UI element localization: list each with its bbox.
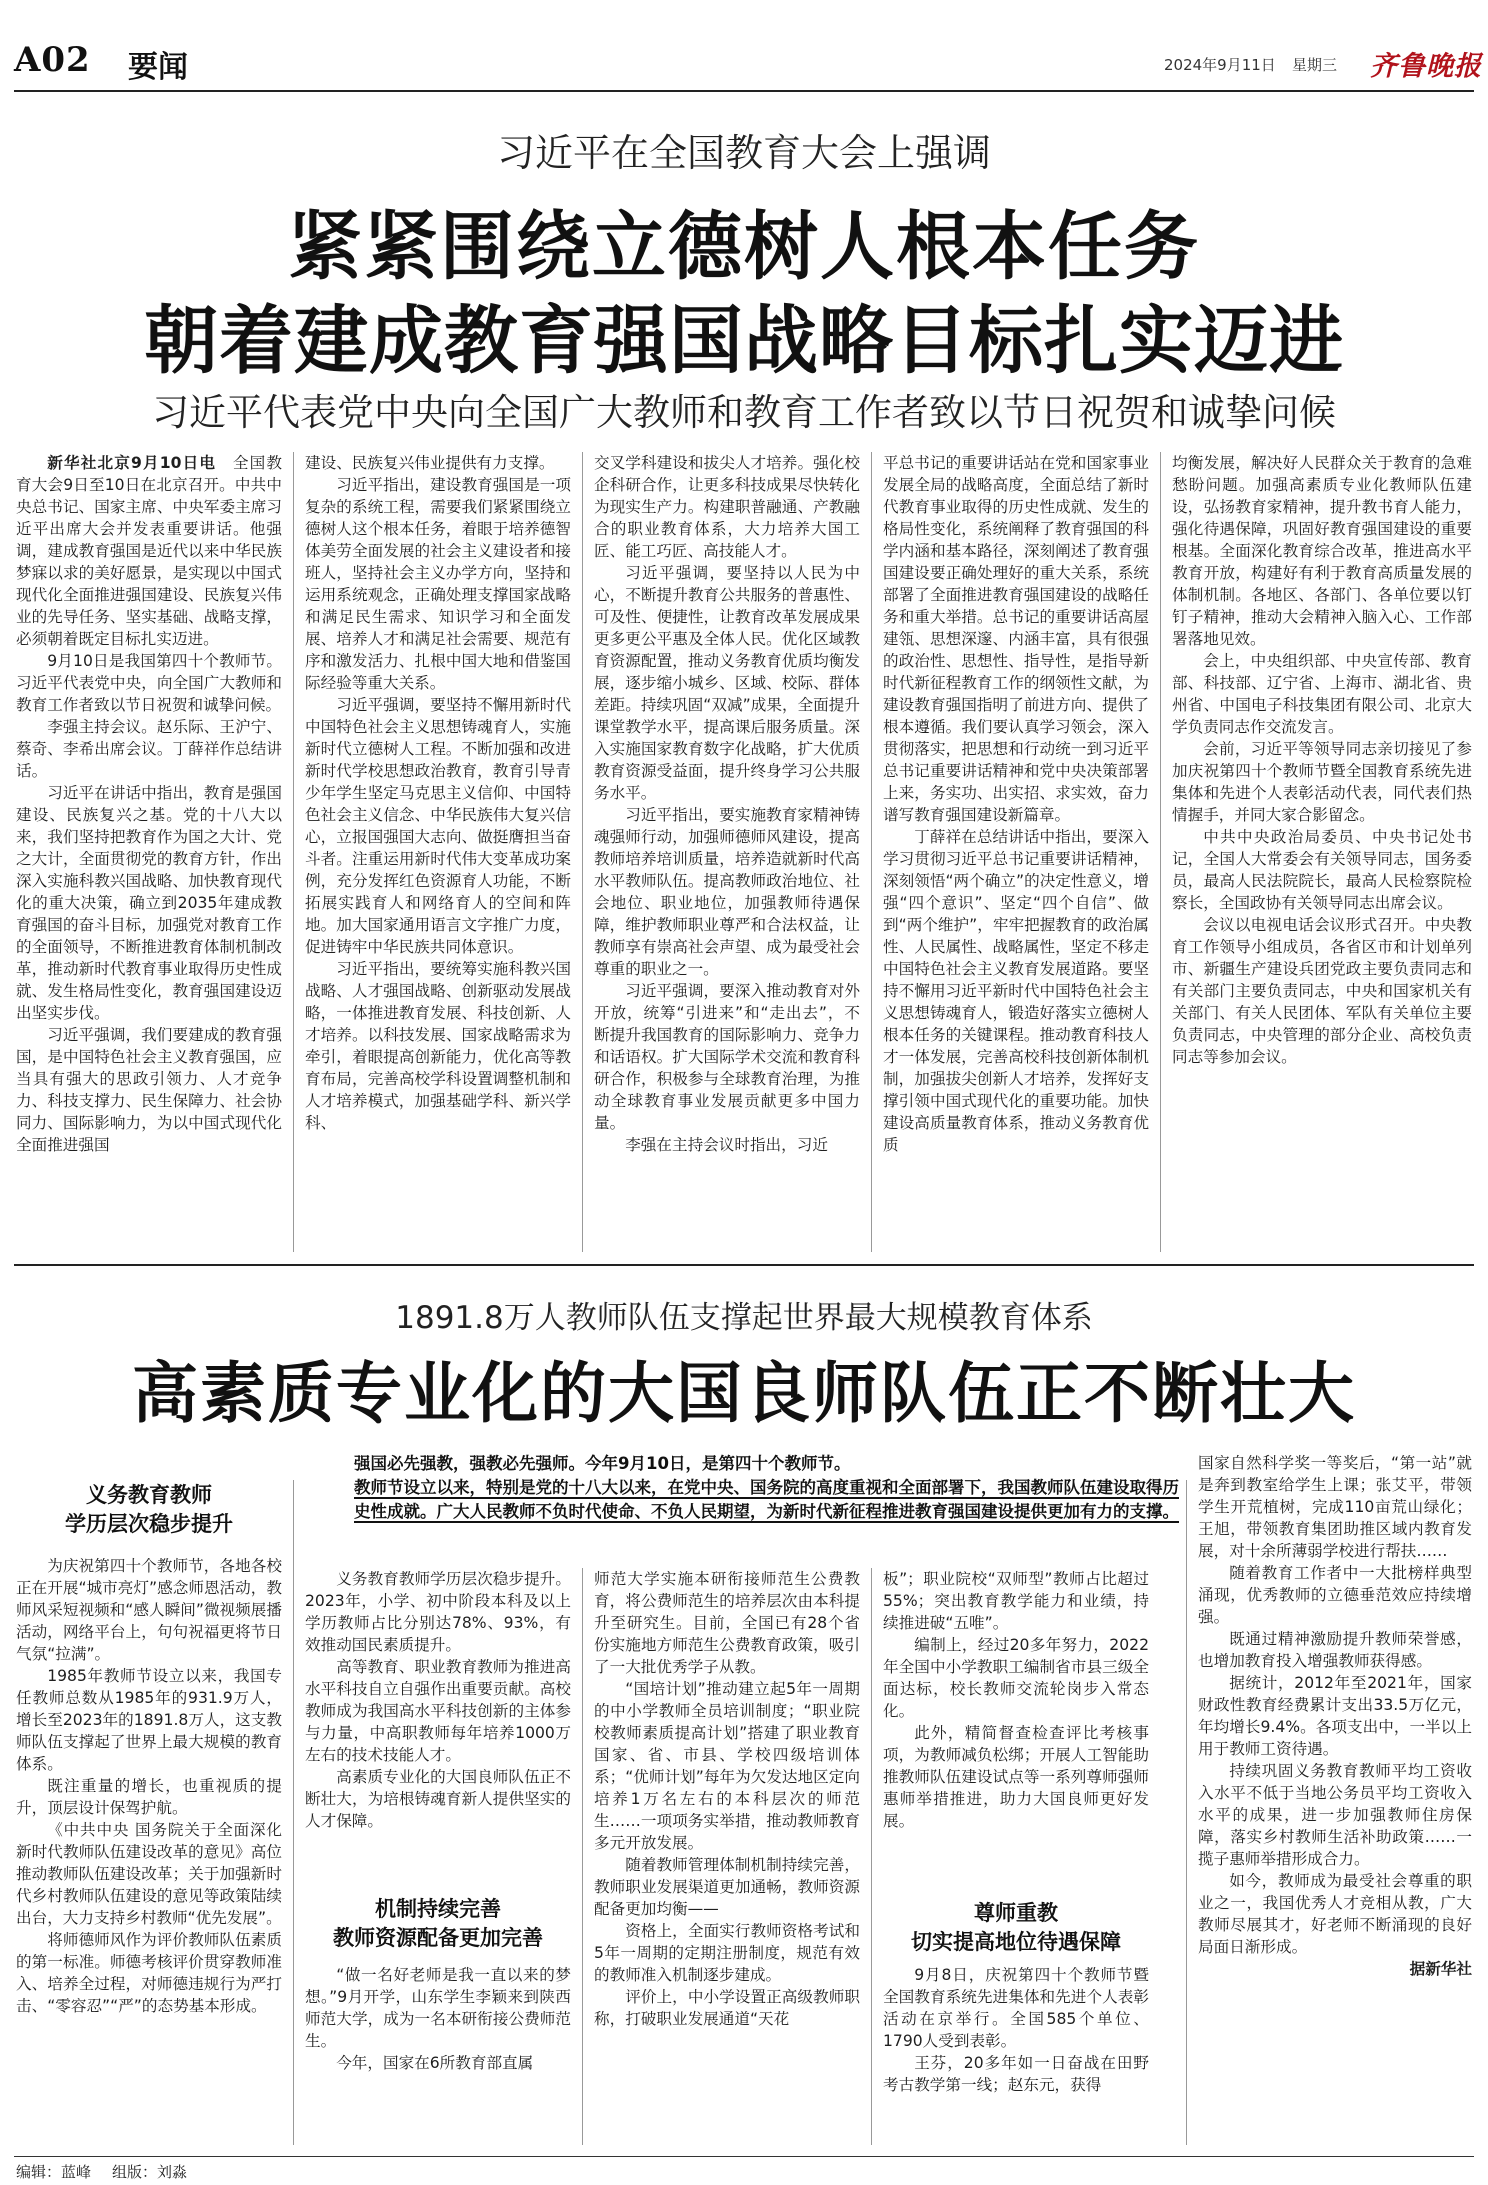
article1-paragraph: 新华社北京9月10日电 全国教育大会9日至10日在北京召开。中共中央总书记、国家主席、中央军委主席习近平出席大会并发表重要讲话。他强调，建成教育强国是近代以来中华民族梦寐以求的美好愿景，是实现以中国式现代化全面推进强国建设、民族复兴伟业的先导任务、坚实基础、战略支撑，必须朝着既定目标扎实迈进。 xyxy=(16,454,282,648)
subhead-teacher-qualification: 义务教育教师 学历层次稳步提升 xyxy=(65,1482,233,1536)
article2-kicker: 1891.8万人教师队伍支撑起世界最大规模教育体系 xyxy=(395,1300,1093,1336)
article1-column-1 xyxy=(16,452,282,1252)
article2-paragraph: 王芬，20多年如一日奋战在田野考古教学第一线；赵东元，获得 xyxy=(883,2054,1149,2094)
lead-body: 教师节设立以来，特别是党的十八大以来，在党中央、国务院的高度重视和全面部署下，我国教师队伍建设取得历史性成就。广大人民教师不负时代使命、不负人民期望，为新时代新征程推进教育强国建设提供更加有力的支撑。 xyxy=(354,1478,1179,1521)
article1-paragraph: 丁薛祥在总结讲话中指出，要深入学习贯彻习近平总书记重要讲话精神，深刻领悟“两个确立”的决定性意义，增强“四个意识”、坚定“四个自信”、做到“两个维护”，牢牢把握教育的政治属性、人民属性、战略属性，坚定不移走中国特色社会主义教育发展道路。要坚持不懈用习近平新时代中国特色社会主义思想铸魂育人，锻造好落实立德树人根本任务的关键课程。推动教育科技人才一体发展，完善高校科技创新体制机制，加强拔尖创新人才培养，发挥好支撑引领中国式现代化的重要功能。加快建设高质量教育体系，推动义务教育优质 xyxy=(883,828,1149,1154)
article1-paragraph: 平总书记的重要讲话站在党和国家事业发展全局的战略高度，全面总结了新时代教育事业取得的历史性成就、发生的格局性变化，系统阐释了教育强国的科学内涵和基本路径，深刻阐述了教育强国建设要正确处理好的重大关系，系统部署了全面推进教育强国建设的战略任务和重大举措。总书记的重要讲话高屋建瓴、思想深邃、内涵丰富，具有很强的政治性、思想性、指导性，是指导新时代新征程教育工作的纲领性文献，为建设教育强国指明了前进方向、提供了根本遵循。我们要认真学习领会，深入贯彻落实，把思想和行动统一到习近平总书记重要讲话精神和党中央决策部署上来，务实功、出实招、求实效，奋力谱写教育强国建设新篇章。 xyxy=(883,454,1149,824)
article2-paragraph: 9月8日，庆祝第四十个教师节暨全国教育系统先进集体和先进个人表彰活动在京举行。全国585个单位、1790人受到表彰。 xyxy=(883,1966,1149,2050)
article2-paragraph: 国家自然科学奖一等奖后，“第一站”就是奔到教室给学生上课；张艾平，带领学生开荒植树，完成110亩荒山绿化；王旭，带领教育集团助推区域内教育发展，对十余所薄弱学校进行帮扶…… xyxy=(1198,1454,1472,1560)
article1-paragraph: 会议以电视电话会议形式召开。中央教育工作领导小组成员，各省区市和计划单列市、新疆生产建设兵团党政主要负责同志和有关部门主要负责同志，中央和国家机关有关部门、有关人民团体、军队有关单位主要负责同志，中央管理的部分企业、高校负责同志等参加会议。 xyxy=(1172,916,1472,1066)
article2-paragraph: 高等教育、职业教育教师为推进高水平科技自立自强作出重要贡献。高校教师成为我国高水平科技创新的主体参与力量，中高职教师每年培养1000万左右的技术技能人才。 xyxy=(305,1658,571,1764)
article1-paragraph: 均衡发展，解决好人民群众关于教育的急难愁盼问题。加强高素质专业化教师队伍建设，弘扬教育家精神，提升教书育人能力，强化待遇保障，巩固好教育强国建设的重要根基。全面深化教育综合改革，推进高水平教育开放，构建好有利于教育高质量发展的体制机制。各地区、各部门、各单位要以钉钉子精神，推动大会精神入脑入心、工作部署落地见效。 xyxy=(1172,454,1472,648)
article1-paragraph: 习近平在讲话中指出，教育是强国建设、民族复兴之基。党的十八大以来，我们坚持把教育作为国之大计、党之大计，全面贯彻党的教育方针，作出深入实施科教兴国战略、加快教育现代化的重大决策，确立到2035年建成教育强国的奋斗目标，加强党对教育工作的全面领导，不断推进教育体制机制改革，推动新时代教育事业取得历史性成就、发生格局性变化，教育强国建设迈出坚实步伐。 xyxy=(16,784,282,1022)
editor-credit: 编辑：蓝峰 xyxy=(16,2163,92,2181)
article1-paragraph: 李强在主持会议时指出，习近 xyxy=(625,1136,828,1154)
article1-column-5 xyxy=(1172,452,1472,1252)
article2-paragraph: “国培计划”推动建立起5年一周期的中小学教师全员培训制度；“职业院校教师素质提高计划”搭建了职业教育国家、省、市县、学校四级培训体系；“优师计划”每年为欠发达地区定向培养1万名左右的本科层次的师范生……一项项务实举措，推动教师教育多元开放发展。 xyxy=(594,1680,860,1852)
article2-paragraph: 《中共中央 国务院关于全面深化新时代教师队伍建设改革的意见》高位推动教师队伍建设改革；关于加强新时代乡村教师队伍建设的意见等政策陆续出台，大力支持乡村教师“优先发展”。 xyxy=(16,1821,282,1927)
section-name: 要闻 xyxy=(128,50,188,85)
article2-paragraph: 为庆祝第四十个教师节，各地各校正在开展“城市亮灯”感念师恩活动，教师风采短视频和“感人瞬间”微视频展播活动，网络平台上，句句祝福更将节日气氛“拉满”。 xyxy=(16,1557,282,1663)
dateline: 新华社北京9月10日电 xyxy=(47,454,217,472)
article2-paragraph: 评价上，中小学设置正高级教师职称，打破职业发展通道“天花 xyxy=(594,1988,860,2028)
column-divider xyxy=(871,452,872,1252)
article2-paragraph: 1985年教师节设立以来，我国专任教师总数从1985年的931.9万人，增长至2023年的1891.8万人，这支教师队伍支撑起了世界上最大规模的教育体系。 xyxy=(16,1667,282,1773)
article2-paragraph: 据统计，2012年至2021年，国家财政性教育经费累计支出33.5万亿元，年均增长9.4%。各项支出中，一半以上用于教师工资待遇。 xyxy=(1198,1674,1472,1758)
article1-paragraph: 习近平强调，要深入推动教育对外开放，统筹“引进来”和“走出去”，不断提升我国教育的国际影响力、竞争力和话语权。扩大国际学术交流和教育科研合作，积极参与全球教育治理，为推动全球教育事业发展贡献更多中国力量。 xyxy=(594,982,860,1132)
lead-line: 强国必先强教，强教必先强师。今年9月10日，是第四十个教师节。 xyxy=(354,1454,851,1473)
article1-paragraph: 建设、民族复兴伟业提供有力支撑。 xyxy=(305,454,555,472)
article2-paragraph: 编制上，经过20多年努力，2022年全国中小学教职工编制省市县三级全面达标，校长教师交流轮岗步入常态化。 xyxy=(883,1636,1149,1720)
column-divider xyxy=(871,1568,872,2145)
article2-column-1 xyxy=(16,1555,282,2145)
article2-column-2-top xyxy=(305,1568,571,1886)
article1-paragraph: 会上，中央组织部、中央宣传部、教育部、科技部、辽宁省、上海市、湖北省、贵州省、中国电子科技集团有限公司、北京大学负责同志作交流发言。 xyxy=(1172,652,1472,736)
subhead-mechanism: 机制持续完善 教师资源配备更加完善 xyxy=(333,1896,543,1950)
column-divider xyxy=(1186,1480,1187,2145)
article2-paragraph: 板”；职业院校“双师型”教师占比超过55%；突出教育教学能力和业绩，持续推进破“五唯”。 xyxy=(883,1570,1149,1632)
article1-paragraph: 习近平指出，建设教育强国是一项复杂的系统工程，需要我们紧紧围绕立德树人这个根本任务，着眼于培养德智体美劳全面发展的社会主义建设者和接班人，坚持社会主义办学方向，坚持和运用系统观念，正确处理支撑国家战略和满足民生需求、知识学习和全面发展、培养人才和满足社会需要、规范有序和激发活力、扎根中国大地和借鉴国际经验等重大关系。 xyxy=(305,476,571,692)
column-divider xyxy=(293,1480,294,2145)
article2-paragraph: 将师德师风作为评价教师队伍素质的第一标准。师德考核评价贯穿教师准入、培养全过程，对师德违规行为严打击、“零容忍”“严”的态势基本形成。 xyxy=(16,1931,282,2015)
article1-paragraph: 交叉学科建设和拔尖人才培养。强化校企科研合作，让更多科技成果尽快转化为现实生产力。构建职普融通、产教融合的职业教育体系，大力培养大国工匠、能工巧匠、高技能人才。 xyxy=(594,454,860,560)
article1-column-4 xyxy=(883,452,1149,1252)
article2-paragraph: 此外，精简督查检查评比考核事项，为教师减负松绑；开展人工智能助推教师队伍建设试点等一系列尊师强师惠师举措推进，助力大国良师更好发展。 xyxy=(883,1724,1149,1830)
article1-paragraph: 习近平强调，要坚持以人民为中心，不断提升教育公共服务的普惠性、可及性、便捷性，让教育改革发展成果更多更公平惠及全体人民。优化区域教育资源配置，推动义务教育优质均衡发展，逐步缩小城乡、区域、校际、群体差距。持续巩固“双减”成果，全面提升课堂教学水平，提高课后服务质量。深入实施国家教育数字化战略，扩大优质教育资源受益面，提升终身学习公共服务水平。 xyxy=(594,564,860,802)
article2-paragraph: 持续巩固义务教育教师平均工资收入水平不低于当地公务员平均工资收入水平的成果，进一步加强教师住房保障，落实乡村教师生活补助政策……一揽子惠师举措形成合力。 xyxy=(1198,1762,1472,1868)
article2-paragraph: 随着教师管理体制机制持续完善，教师职业发展渠道更加通畅，教师资源配备更加均衡—— xyxy=(594,1856,860,1918)
article1-paragraph: 李强主持会议。赵乐际、王沪宁、蔡奇、李希出席会议。丁薛祥作总结讲话。 xyxy=(16,718,282,780)
article1-column-2 xyxy=(305,452,571,1252)
header-divider xyxy=(14,90,1474,92)
column-divider xyxy=(582,1568,583,2145)
article1-paragraph: 习近平强调，我们要建成的教育强国，是中国特色社会主义教育强国，应当具有强大的思政引领力、人才竞争力、科技支撑力、民生保障力、社会协同力、国际影响力，为以中国式现代化全面推进强国 xyxy=(16,1026,282,1154)
article1-headline-line2: 朝着建成教育强国战略目标扎实迈进 xyxy=(144,298,1344,384)
article2-paragraph: 资格上，全面实行教师资格考试和5年一周期的定期注册制度，规范有效的教师准入机制逐步建成。 xyxy=(594,1922,860,1984)
article1-paragraph: 会前，习近平等领导同志亲切接见了参加庆祝第四十个教师节暨全国教育系统先进集体和先进个人表彰活动代表，同代表们热情握手，并同大家合影留念。 xyxy=(1172,740,1472,824)
article2-column-4-top xyxy=(883,1568,1149,1886)
layout-credit: 组版：刘淼 xyxy=(112,2163,188,2181)
article1-subheadline: 习近平代表党中央向全国广大教师和教育工作者致以节日祝贺和诚挚问候 xyxy=(152,391,1336,434)
subhead-respect-teachers: 尊师重教 切实提高地位待遇保障 xyxy=(911,1900,1121,1954)
issue-date: 2024年9月11日 xyxy=(1164,56,1276,74)
article2-paragraph: 既注重量的增长，也重视质的提升，顶层设计保驾护航。 xyxy=(16,1777,282,1817)
article1-paragraph: 中共中央政治局委员、中央书记处书记，全国人大常委会有关领导同志，国务委员，最高人民法院院长，最高人民检察院检察长，全国政协有关领导同志出席会议。 xyxy=(1172,828,1472,912)
article2-paragraph: 既通过精神激励提升教师荣誉感，也增加教育投入增强教师获得感。 xyxy=(1198,1630,1472,1670)
column-divider xyxy=(582,452,583,1252)
article1-paragraph: 习近平强调，要坚持不懈用新时代中国特色社会主义思想铸魂育人，实施新时代立德树人工程。不断加强和改进新时代学校思想政治教育，教育引导青少年学生坚定马克思主义信仰、中国特色社会主义信念、中华民族伟大复兴信心，立报国强国大志向、做挺膺担当奋斗者。注重运用新时代伟大变革成功案例，充分发挥红色资源育人功能，不断拓展实践育人和网络育人的空间和阵地。加大国家通用语言文字推广力度，促进铸牢中华民族共同体意识。 xyxy=(305,696,571,956)
page-number: A02 xyxy=(14,40,91,80)
article2-paragraph: 义务教育教师学历层次稳步提升。2023年，小学、初中阶段本科及以上学历教师占比分别达78%、93%，有效推动国民素质提升。 xyxy=(305,1570,571,1654)
column-divider xyxy=(1160,452,1161,1252)
article2-column-3 xyxy=(594,1568,860,2146)
article1-paragraph: 9月10日是我国第四十个教师节。习近平代表党中央，向全国广大教师和教育工作者致以节日祝贺和诚挚问候。 xyxy=(16,652,282,714)
footer-divider xyxy=(14,2156,1474,2157)
article2-paragraph: 高素质专业化的大国良师队伍正不断壮大，为培根铸魂育新人提供坚实的人才保障。 xyxy=(305,1768,571,1830)
article1-kicker: 习近平在全国教育大会上强调 xyxy=(496,131,991,175)
article2-column-4-bottom xyxy=(883,1964,1149,2144)
masthead-logo: 齐鲁晚报 xyxy=(1370,51,1482,82)
article2-paragraph: 师范大学实施本研衔接师范生公费教育，将公费师范生的培养层次由本科提升至研究生。目前，全国已有28个省份实施地方师范生公费教育政策，吸引了一大批优秀学子从教。 xyxy=(594,1570,860,1676)
source-credit: 据新华社 xyxy=(1409,1960,1472,1978)
article2-paragraph: 随着教育工作者中一大批榜样典型涌现，优秀教师的立德垂范效应持续增强。 xyxy=(1198,1564,1472,1626)
article2-headline: 高素质专业化的大国良师队伍正不断壮大 xyxy=(132,1354,1356,1432)
section-divider xyxy=(14,1264,1474,1266)
article2-paragraph: 今年，国家在6所教育部直属 xyxy=(336,2054,534,2072)
article2-paragraph: 如今，教师成为最受社会尊重的职业之一，我国优秀人才竞相从教，广大教师尽展其才，好老师不断涌现的良好局面日渐形成。 xyxy=(1198,1872,1472,1956)
article2-paragraph: “做一名好老师是我一直以来的梦想。”9月开学，山东学生李颖来到陕西师范大学，成为一名本研衔接公费师范生。 xyxy=(305,1966,571,2050)
article2-column-2-bottom xyxy=(305,1964,571,2144)
article1-column-3 xyxy=(594,452,860,1252)
issue-weekday: 星期三 xyxy=(1292,56,1338,74)
column-divider xyxy=(293,452,294,1252)
article1-headline-line1: 紧紧围绕立德树人根本任务 xyxy=(288,204,1200,290)
article1-paragraph: 习近平指出，要实施教育家精神铸魂强师行动，加强师德师风建设，提高教师培养培训质量，培养造就新时代高水平教师队伍。提高教师政治地位、社会地位、职业地位，加强教师待遇保障，维护教师职业尊严和合法权益，让教师享有崇高社会声望、成为最受社会尊重的职业之一。 xyxy=(594,806,860,978)
article2-lead xyxy=(354,1452,1180,1524)
article1-paragraph: 习近平指出，要统筹实施科教兴国战略、人才强国战略、创新驱动发展战略，一体推进教育发展、科技创新、人才培养。以科技发展、国家战略需求为牵引，着眼提高创新能力，优化高等教育布局，完善高校学科设置调整机制和人才培养模式，加强基础学科、新兴学科、 xyxy=(305,960,571,1132)
article2-column-5 xyxy=(1198,1452,1472,2146)
